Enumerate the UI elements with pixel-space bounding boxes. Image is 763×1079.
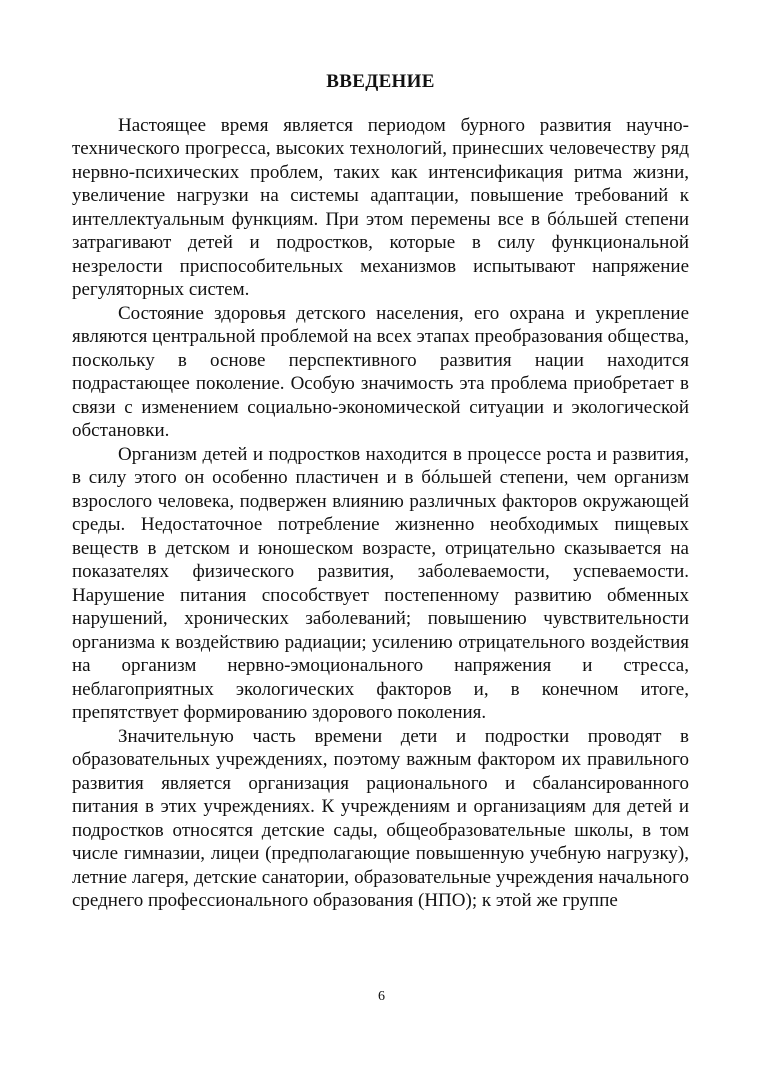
page-number: 6 — [378, 989, 385, 1004]
paragraph-2: Состояние здоровья детского населения, его охрана и укрепление являются центральной проблемой на всех этапах преобразования общества, поскольку в основе перспективного развития нации находится подрастающее поколение. Особую значимость эта проблема приобретает в связи с изменением социально-экономической ситуации и экологической обстановки. — [72, 302, 689, 441]
paragraph-3: Организм детей и подростков находится в процессе роста и развития, в силу этого он особенно пластичен и в бóльшей степени, чем организм взрослого человека, подвержен влиянию различных факторов окружающей среды. Недостаточное потребление жизненно необходимых пищевых веществ в детском и юношеском возрасте, отрицательно сказывается на показателях физического развития, заболеваемости, успеваемости. Нарушение питания способствует постепенному развитию обменных нарушений, хронических заболеваний; повышению чувствительности организма к воздействию радиации; усилению отрицательного воздействия на организм нервно-эмоционального напряжения и стресса, неблагоприятных экологических факторов и, в конечном итоге, препятствует формированию здорового поколения. — [72, 443, 689, 723]
paragraph-1: Настоящее время является периодом бурного развития научно-технического прогресса, высоких технологий, принесших человечеству ряд нервно-психических проблем, таких как интенсификация ритма жизни, увеличение нагрузки на системы адаптации, повышение требований к интеллектуальным функциям. При этом перемены все в бóльшей степени затрагивают детей и подростков, которые в силу функциональной незрелости приспособительных механизмов испытывают напряжение регуляторных систем. — [72, 114, 689, 300]
document-page — [72, 70, 689, 913]
page-title: ВВЕДЕНИЕ — [326, 71, 435, 92]
paragraph-4: Значительную часть времени дети и подростки проводят в образовательных учреждениях, поэтому важным фактором их правильного развития является организация рационального и сбалансированного питания в этих учреждениях. К учреждениям и организациям для детей и подростков относятся детские сады, общеобразовательные школы, в том числе гимназии, лицеи (предполагающие повышенную учебную нагрузку), летние лагеря, детские санатории, образовательные учреждения начального среднего профессионального образования (НПО); к этой же группе — [72, 725, 689, 911]
